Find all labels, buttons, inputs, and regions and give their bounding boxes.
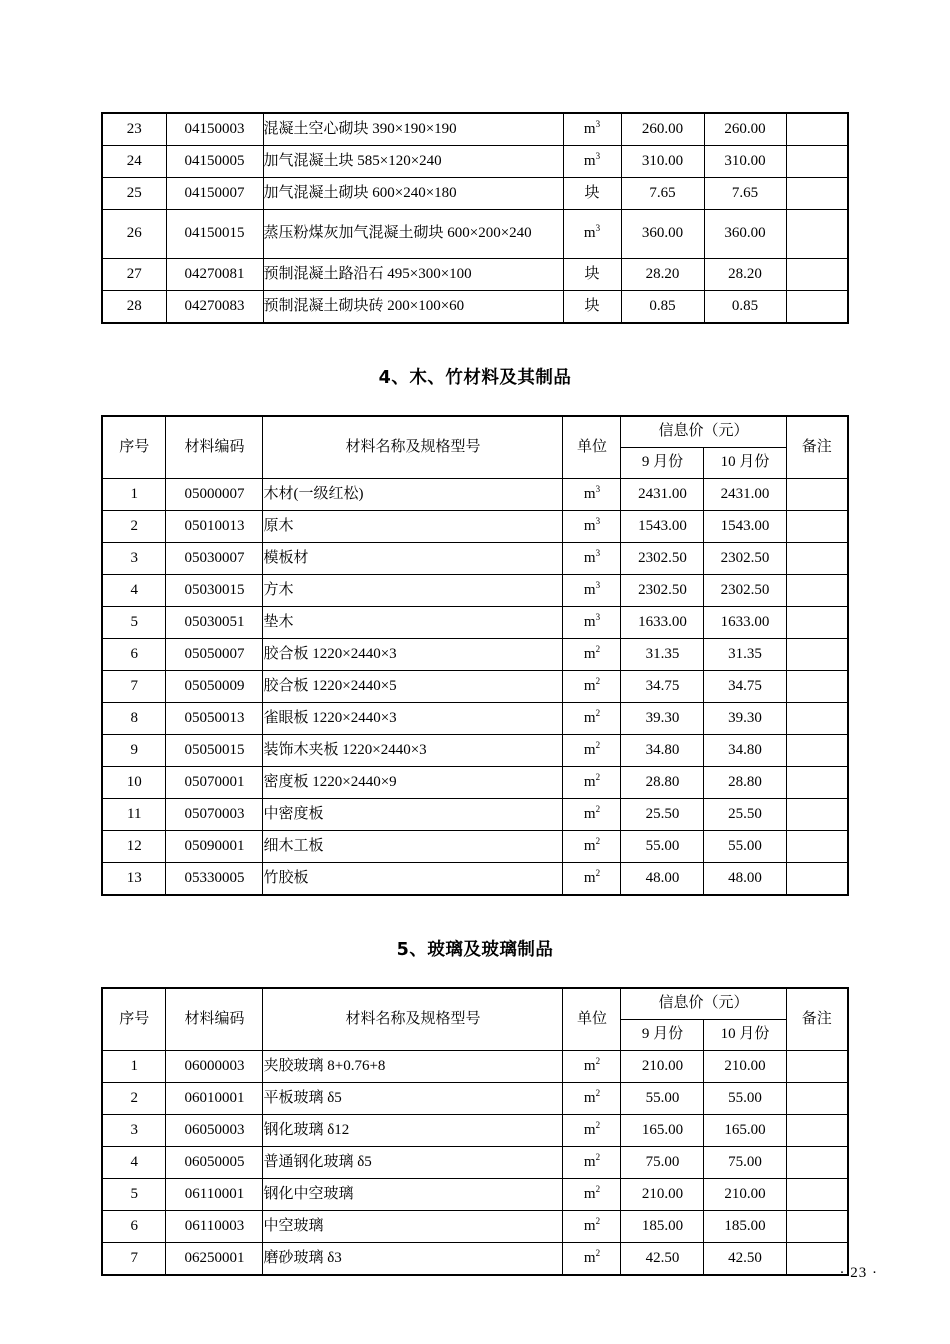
cell-unit: $m^2$ [563,639,621,671]
cell-desc: 细木工板 [263,831,563,863]
cell-note [786,146,848,178]
cell-desc: 模板材 [263,543,563,575]
cell-code: 05070001 [166,767,263,799]
cell-price-month-1: 360.00 [621,210,704,259]
cell-seq: 8 [102,703,166,735]
cell-desc: 胶合板 1220×2440×5 [263,671,563,703]
table-row [102,1083,848,1115]
cell-code: 06110001 [166,1179,263,1211]
table-row [102,113,848,146]
cell-desc: 密度板 1220×2440×9 [263,767,563,799]
cell-price-month-2: 28.80 [704,767,786,799]
cell-seq: 5 [102,1179,166,1211]
section-title-wood: 4、木、竹材料及其制品 [378,368,572,388]
table-section-glass [0,987,950,1276]
cell-code: 05010013 [166,511,263,543]
cell-price-month-2: 185.00 [704,1211,786,1243]
cell-price-month-2: 260.00 [704,113,786,146]
cell-price-month-1: 165.00 [621,1115,704,1147]
header-row-primary [102,988,848,1020]
section-title-glass: 5、玻璃及玻璃制品 [396,940,554,960]
cell-note [786,1083,848,1115]
cell-seq: 28 [102,291,166,324]
cell-price-month-1: 210.00 [621,1179,704,1211]
table-section-wood [0,415,950,896]
cell-price-month-1: 42.50 [621,1243,704,1276]
cell-price-month-2: 28.20 [704,259,786,291]
cell-desc: 中密度板 [263,799,563,831]
cell-desc: 夹胶玻璃 8+0.76+8 [263,1051,563,1083]
cell-code: 05030015 [166,575,263,607]
cell-note [786,703,848,735]
cell-seq: 27 [102,259,166,291]
cell-unit: $m^3$ [563,113,621,146]
cell-note [786,639,848,671]
table-row [102,863,848,896]
cell-price-month-1: 2431.00 [621,479,704,511]
cell-desc: 垫木 [263,607,563,639]
cell-price-month-1: 34.75 [621,671,704,703]
cell-seq: 26 [102,210,166,259]
cell-unit: $m^2$ [563,1243,621,1276]
cell-desc: 雀眼板 1220×2440×3 [263,703,563,735]
cell-note [786,863,848,896]
cell-note [786,1211,848,1243]
cell-price-month-2: 2302.50 [704,575,786,607]
cell-unit: $m^2$ [563,1115,621,1147]
cell-desc: 中空玻璃 [263,1211,563,1243]
cell-code: 05000007 [166,479,263,511]
cell-code: 05330005 [166,863,263,896]
cell-price-month-2: 48.00 [704,863,786,896]
cell-price-month-2: 34.80 [704,735,786,767]
cell-unit: $m^2$ [563,863,621,896]
cell-seq: 25 [102,178,166,210]
cell-code: 04150003 [166,113,263,146]
header-price-group: 信息价（元） [621,988,786,1020]
cell-desc: 普通钢化玻璃 δ5 [263,1147,563,1179]
table-row [102,511,848,543]
table-row [102,1051,848,1083]
table-row [102,1243,848,1276]
cell-desc: 钢化玻璃 δ12 [263,1115,563,1147]
cell-price-month-2: 360.00 [704,210,786,259]
cell-unit: $m^2$ [563,1051,621,1083]
header-month-1: 9 月份 [621,448,704,479]
cell-note [786,1115,848,1147]
spacer-title-wood [0,389,950,415]
cell-price-month-1: 48.00 [621,863,704,896]
cell-unit: $m^2$ [563,703,621,735]
cell-price-month-2: 2302.50 [704,543,786,575]
cell-note [786,671,848,703]
header-unit: 单位 [563,416,621,479]
cell-unit: $m^2$ [563,799,621,831]
cell-unit: $m^2$ [563,767,621,799]
cell-price-month-1: 1633.00 [621,607,704,639]
cell-unit: $m^2$ [563,1147,621,1179]
table-row [102,178,848,210]
cell-desc: 加气混凝土砌块 600×240×180 [263,178,563,210]
header-seq: 序号 [102,988,166,1051]
table-row [102,146,848,178]
cell-code: 05070003 [166,799,263,831]
cell-price-month-1: 310.00 [621,146,704,178]
cell-unit: $m^2$ [563,1179,621,1211]
cell-price-month-2: 1543.00 [704,511,786,543]
table-row [102,210,848,259]
cell-seq: 7 [102,1243,166,1276]
cell-seq: 7 [102,671,166,703]
table-row [102,1211,848,1243]
cell-note [786,799,848,831]
cell-desc: 加气混凝土块 585×120×240 [263,146,563,178]
cell-seq: 5 [102,607,166,639]
cell-unit: $m^3$ [563,146,621,178]
header-price-group: 信息价（元） [621,416,786,448]
table-row [102,607,848,639]
spacer-after-table-0 [0,324,950,364]
cell-price-month-1: 2302.50 [621,543,704,575]
cell-unit: $m^3$ [563,479,621,511]
cell-code: 04150005 [166,146,263,178]
cell-seq: 1 [102,479,166,511]
table-row [102,291,848,324]
cell-unit: 块 [563,178,621,210]
cell-price-month-2: 39.30 [704,703,786,735]
cell-note [786,1147,848,1179]
table-row [102,543,848,575]
header-code: 材料编码 [166,988,263,1051]
cell-seq: 3 [102,543,166,575]
table-slot-1 [101,415,849,896]
cell-price-month-2: 310.00 [704,146,786,178]
cell-seq: 23 [102,113,166,146]
cell-seq: 6 [102,1211,166,1243]
table-header [102,988,848,1051]
cell-code: 04150007 [166,178,263,210]
cell-price-month-2: 210.00 [704,1179,786,1211]
cell-unit: $m^3$ [563,511,621,543]
table-glass [101,987,849,1276]
header-note: 备注 [786,988,848,1051]
header-month-1: 9 月份 [621,1020,704,1051]
table-row [102,639,848,671]
cell-code: 05050015 [166,735,263,767]
cell-desc: 混凝土空心砌块 390×190×190 [263,113,563,146]
cell-price-month-1: 1543.00 [621,511,704,543]
cell-price-month-2: 7.65 [704,178,786,210]
cell-code: 06050005 [166,1147,263,1179]
cell-note [786,735,848,767]
cell-note [786,831,848,863]
cell-code: 04270081 [166,259,263,291]
cell-unit: 块 [563,291,621,324]
header-row-primary [102,416,848,448]
cell-note [786,291,848,324]
table-body [102,479,848,896]
cell-unit: $m^2$ [563,735,621,767]
table-row [102,479,848,511]
cell-note [786,113,848,146]
table-row [102,799,848,831]
table-row [102,831,848,863]
cell-desc: 蒸压粉煤灰加气混凝土砌块 600×200×240 [263,210,563,259]
table-row [102,703,848,735]
table-section-concrete-continued [0,112,950,324]
table-row [102,671,848,703]
table-header [102,416,848,479]
cell-price-month-2: 31.35 [704,639,786,671]
cell-code: 06010001 [166,1083,263,1115]
cell-price-month-1: 7.65 [621,178,704,210]
cell-unit: 块 [563,259,621,291]
cell-code: 04150015 [166,210,263,259]
cell-price-month-2: 34.75 [704,671,786,703]
cell-note [786,479,848,511]
cell-note [786,575,848,607]
cell-code: 05030051 [166,607,263,639]
cell-price-month-1: 75.00 [621,1147,704,1179]
cell-note [786,1051,848,1083]
cell-price-month-1: 0.85 [621,291,704,324]
cell-price-month-1: 25.50 [621,799,704,831]
cell-price-month-2: 42.50 [704,1243,786,1276]
cell-seq: 2 [102,511,166,543]
cell-unit: $m^2$ [563,671,621,703]
table-row [102,1179,848,1211]
table-row [102,767,848,799]
cell-note [786,210,848,259]
cell-note [786,511,848,543]
cell-seq: 4 [102,1147,166,1179]
cell-price-month-1: 55.00 [621,831,704,863]
cell-note [786,1179,848,1211]
cell-code: 06050003 [166,1115,263,1147]
cell-price-month-1: 185.00 [621,1211,704,1243]
spacer-after-table-1 [0,896,950,936]
cell-price-month-2: 0.85 [704,291,786,324]
cell-price-month-2: 55.00 [704,831,786,863]
header-unit: 单位 [563,988,621,1051]
cell-price-month-2: 75.00 [704,1147,786,1179]
cell-price-month-1: 31.35 [621,639,704,671]
cell-note [786,178,848,210]
cell-seq: 2 [102,1083,166,1115]
cell-desc: 原木 [263,511,563,543]
cell-desc: 平板玻璃 δ5 [263,1083,563,1115]
cell-code: 06000003 [166,1051,263,1083]
table-row [102,1115,848,1147]
cell-desc: 竹胶板 [263,863,563,896]
top-spacer [0,0,950,112]
cell-price-month-1: 2302.50 [621,575,704,607]
cell-price-month-1: 55.00 [621,1083,704,1115]
cell-code: 06250001 [166,1243,263,1276]
cell-price-month-1: 28.80 [621,767,704,799]
cell-price-month-2: 25.50 [704,799,786,831]
cell-desc: 预制混凝土砌块砖 200×100×60 [263,291,563,324]
cell-unit: $m^3$ [563,543,621,575]
cell-note [786,767,848,799]
cell-code: 05050013 [166,703,263,735]
cell-desc: 磨砂玻璃 δ3 [263,1243,563,1276]
header-desc: 材料名称及规格型号 [263,416,563,479]
table-body [102,113,848,323]
cell-price-month-2: 2431.00 [704,479,786,511]
table-row [102,575,848,607]
header-desc: 材料名称及规格型号 [263,988,563,1051]
cell-unit: $m^2$ [563,1083,621,1115]
cell-note [786,259,848,291]
table-row [102,735,848,767]
cell-price-month-1: 260.00 [621,113,704,146]
cell-code: 05090001 [166,831,263,863]
cell-seq: 12 [102,831,166,863]
table-body [102,1051,848,1276]
cell-unit: $m^3$ [563,575,621,607]
cell-code: 06110003 [166,1211,263,1243]
cell-code: 04270083 [166,291,263,324]
cell-code: 05050007 [166,639,263,671]
cell-desc: 钢化中空玻璃 [263,1179,563,1211]
cell-price-month-2: 210.00 [704,1051,786,1083]
cell-seq: 9 [102,735,166,767]
cell-desc: 胶合板 1220×2440×3 [263,639,563,671]
cell-desc: 装饰木夹板 1220×2440×3 [263,735,563,767]
cell-desc: 木材(一级红松) [263,479,563,511]
header-month-2: 10 月份 [704,448,786,479]
cell-desc: 方木 [263,575,563,607]
cell-price-month-1: 39.30 [621,703,704,735]
cell-price-month-2: 55.00 [704,1083,786,1115]
cell-seq: 24 [102,146,166,178]
cell-seq: 1 [102,1051,166,1083]
table-concrete-continued [101,112,849,324]
cell-seq: 13 [102,863,166,896]
cell-note [786,543,848,575]
table-wood-bamboo [101,415,849,896]
cell-price-month-1: 210.00 [621,1051,704,1083]
cell-seq: 4 [102,575,166,607]
cell-code: 05050009 [166,671,263,703]
cell-unit: $m^2$ [563,831,621,863]
cell-seq: 6 [102,639,166,671]
cell-price-month-1: 28.20 [621,259,704,291]
spacer-title-glass [0,961,950,987]
cell-price-month-1: 34.80 [621,735,704,767]
cell-desc: 预制混凝土路沿石 495×300×100 [263,259,563,291]
cell-seq: 3 [102,1115,166,1147]
header-seq: 序号 [102,416,166,479]
cell-note [786,607,848,639]
cell-unit: $m^3$ [563,210,621,259]
table-row [102,1147,848,1179]
table-row [102,259,848,291]
header-note: 备注 [786,416,848,479]
header-month-2: 10 月份 [704,1020,786,1051]
table-slot-0 [101,112,849,324]
cell-seq: 11 [102,799,166,831]
cell-seq: 10 [102,767,166,799]
page-number: · 23 · [839,1265,878,1281]
cell-unit: $m^2$ [563,1211,621,1243]
cell-price-month-2: 1633.00 [704,607,786,639]
cell-unit: $m^3$ [563,607,621,639]
cell-code: 05030007 [166,543,263,575]
header-code: 材料编码 [166,416,263,479]
cell-price-month-2: 165.00 [704,1115,786,1147]
table-slot-2 [101,987,849,1276]
